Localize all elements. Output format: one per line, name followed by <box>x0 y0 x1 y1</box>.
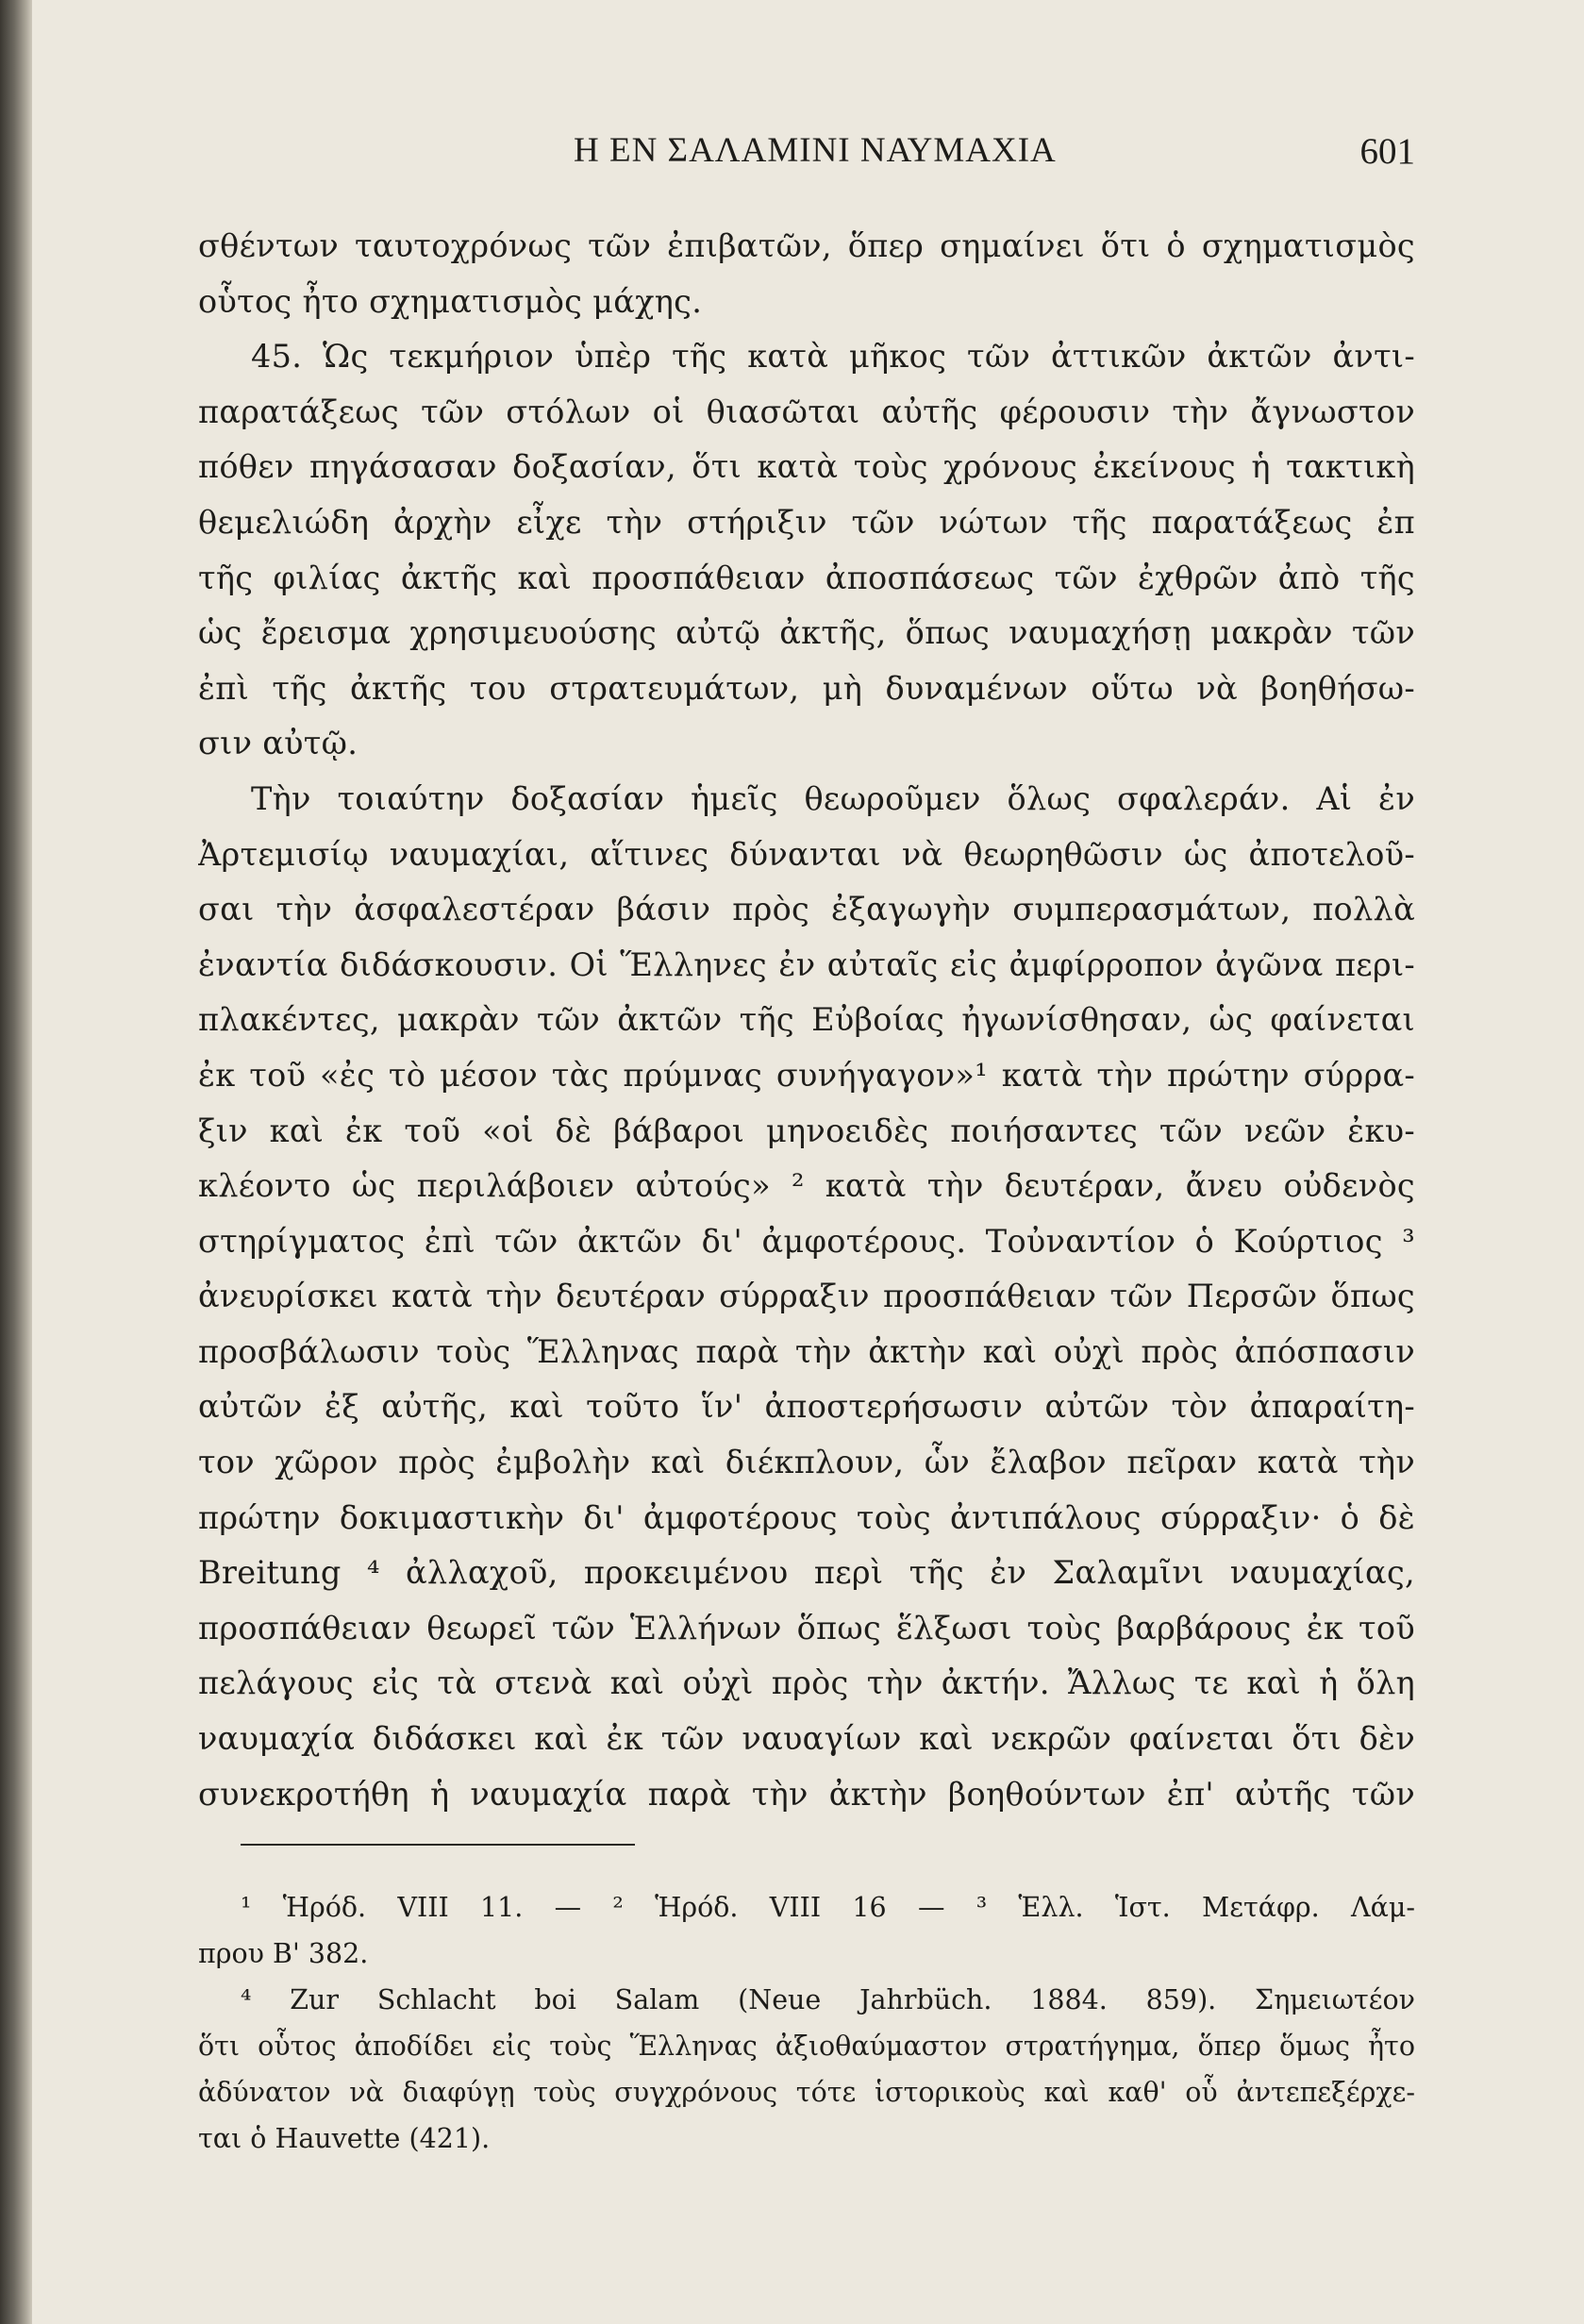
page-header <box>198 130 1415 187</box>
text-line: ἐπὶ τῆς ἀκτῆς του στρατευμάτων, μὴ δυναμένων οὕτω νὰ βοηθήσω- <box>198 669 1415 707</box>
text-line: σθέντων ταυτοχρόνως τῶν ἐπιβατῶν, ὅπερ σημαίνει ὅτι ὁ σχηματισμὸς <box>198 227 1415 264</box>
text-line: σαι τὴν ἀσφαλεστέραν βάσιν πρὸς ἐξαγωγὴν συμπερασμάτων, πολλὰ <box>198 891 1415 928</box>
text-line: ξιν καὶ ἐκ τοῦ «οἱ δὲ βάβαροι μηνοειδὲς ποιήσαντες τῶν νεῶν ἐκυ- <box>198 1112 1415 1149</box>
text-line: κλέοντο ὡς περιλάβοιεν αὐτούς» ² κατὰ τὴν δευτέραν, ἄνευ οὐδενὸς <box>198 1167 1415 1205</box>
text-line: ὡς ἔρεισμα χρησιμευούσης αὐτῷ ἀκτῆς, ὅπως ναυμαχήσῃ μακρὰν τῶν <box>198 614 1415 652</box>
footnote-divider <box>241 1844 635 1846</box>
text-line: ἐκ τοῦ «ἐς τὸ μέσον τὰς πρύμνας συνήγαγον»¹ κατὰ τὴν πρώτην σύρρα- <box>198 1056 1415 1094</box>
footnotes <box>198 1884 1415 2162</box>
footnote-line: πρου Β' 382. <box>198 1938 369 1969</box>
running-title: Η ΕΝ ΣΑΛΑΜΙΝΙ ΝΑΥΜΑΧΙΑ <box>574 131 1057 170</box>
text-line: πελάγους εἰς τὰ στενὰ καὶ οὐχὶ πρὸς τὴν ἀκτήν. Ἄλλως τε καὶ ἡ ὅλη <box>198 1664 1415 1702</box>
text-line: παρατάξεως τῶν στόλων οἱ θιασῶται αὐτῆς φέρουσιν τὴν ἄγνωστον <box>198 393 1415 430</box>
text-line: οὗτος ἦτο σχηματισμὸς μάχης. <box>198 282 703 320</box>
footnote-line: ⁴ Zur Schlacht boi Salam (Neue Jahrbüch. 1884. 859). Σημειωτέον <box>241 1984 1415 2015</box>
section-45-first-line: 45. Ὡς τεκμήριον ὑπὲρ τῆς κατὰ μῆκος τῶν ἀττικῶν ἀκτῶν ἀντι- <box>251 338 1415 376</box>
text-line: πρώτην δοκιμαστικὴν δι' ἀμφοτέρους τοὺς ἀντιπάλους σύρραξιν· ὁ δὲ <box>198 1498 1415 1536</box>
paragraph-first-line: Τὴν τοιαύτην δοξασίαν ἡμεῖς θεωροῦμεν ὅλως σφαλεράν. Αἱ ἐν <box>251 779 1415 817</box>
text-line: Ἀρτεμισίῳ ναυμαχίαι, αἵτινες δύνανται νὰ θεωρηθῶσιν ὡς ἀποτελοῦ- <box>198 835 1415 873</box>
text-line: πλακέντες, μακρὰν τῶν ἀκτῶν τῆς Εὐβοίας ἠγωνίσθησαν, ὡς φαίνεται <box>198 1001 1415 1039</box>
text-line: σιν αὐτῷ. <box>198 725 358 762</box>
main-text <box>198 219 1415 1822</box>
text-line: Breitung ⁴ ἀλλαχοῦ, προκειμένου περὶ τῆς ἐν Σαλαμῖνι ναυμαχίας, <box>198 1554 1415 1592</box>
text-line: προσβάλωσιν τοὺς Ἕλληνας παρὰ τὴν ἀκτὴν καὶ οὐχὶ πρὸς ἀπόσπασιν <box>198 1332 1415 1370</box>
text-line: ναυμαχία διδάσκει καὶ ἐκ τῶν ναυαγίων καὶ νεκρῶν φαίνεται ὅτι δὲν <box>198 1720 1415 1758</box>
text-line: στηρίγματος ἐπὶ τῶν ἀκτῶν δι' ἀμφοτέρους. Τοὐναντίον ὁ Κούρτιος ³ <box>198 1222 1415 1260</box>
page-number: 601 <box>1359 131 1415 172</box>
book-spine-shadow <box>0 0 32 2324</box>
text-line: θεμελιώδη ἀρχὴν εἶχε τὴν στήριξιν τῶν νώτων τῆς παρατάξεως ἐπ <box>198 503 1415 541</box>
footnote-line: ¹ Ἡρόδ. VIII 11. — ² Ἡρόδ. VIII 16 — ³ Ἑλλ. Ἱστ. Μετάφρ. Λάμ- <box>241 1892 1415 1923</box>
text-line: αὐτῶν ἐξ αὐτῆς, καὶ τοῦτο ἵν' ἀποστερήσωσιν αὐτῶν τὸν ἀπαραίτη- <box>198 1388 1415 1426</box>
text-line: ἐναντία διδάσκουσιν. Οἱ Ἕλληνες ἐν αὐταῖς εἰς ἀμφίρροπον ἀγῶνα περι- <box>198 945 1415 983</box>
text-line: τῆς φιλίας ἀκτῆς καὶ προσπάθειαν ἀποσπάσεως τῶν ἐχθρῶν ἀπὸ τῆς <box>198 559 1415 596</box>
text-line: τον χῶρον πρὸς ἐμβολὴν καὶ διέκπλουν, ὧν ἔλαβον πεῖραν κατὰ τὴν <box>198 1444 1415 1481</box>
footnote-line: ἀδύνατον νὰ διαφύγῃ τοὺς συγχρόνους τότε ἱστορικοὺς καὶ καθ' οὗ ἀντεπεξέρχε- <box>198 2077 1415 2108</box>
text-line: ἀνευρίσκει κατὰ τὴν δευτέραν σύρραξιν προσπάθειαν τῶν Περσῶν ὅπως <box>198 1278 1415 1315</box>
footnote-line: ὅτι οὗτος ἀποδίδει εἰς τοὺς Ἕλληνας ἀξιοθαύμαστον στρατήγημα, ὅπερ ὅμως ἦτο <box>198 2031 1415 2062</box>
text-line: συνεκροτήθη ἡ ναυμαχία παρὰ τὴν ἀκτὴν βοηθούντων ἐπ' αὐτῆς τῶν <box>198 1775 1415 1813</box>
text-line: προσπάθειαν θεωρεῖ τῶν Ἑλλήνων ὅπως ἕλξωσι τοὺς βαρβάρους ἐκ τοῦ <box>198 1609 1415 1647</box>
footnote-line: ται ὁ Hauvette (421). <box>198 2123 491 2154</box>
text-line: πόθεν πηγάσασαν δοξασίαν, ὅτι κατὰ τοὺς χρόνους ἐκείνους ἡ τακτικὴ <box>198 448 1415 486</box>
